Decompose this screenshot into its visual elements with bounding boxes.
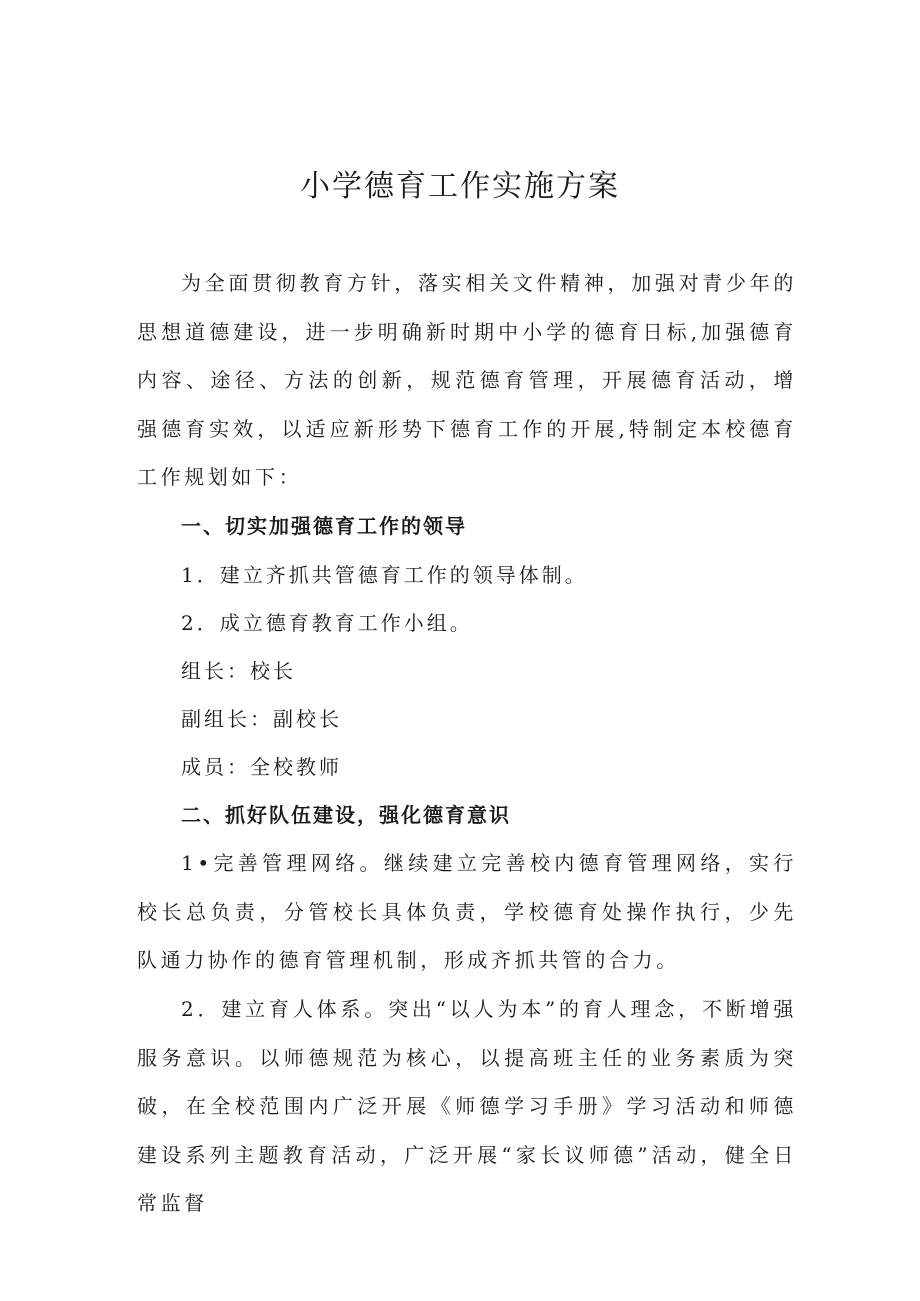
intro-paragraph: 为全面贯彻教育方针，落实相关文件精神，加强对青少年的思想道德建设，进一步明确新时期中小学的德育日标,加强德育内容、途径、方法的创新，规范德育管理，开展德育活动，增强德育实效，以适应新形势下德育工作的开展,特制定本校德育工作规划如下：	[137, 271, 797, 490]
vice-leader-line: 副组长：副校长	[181, 707, 342, 731]
members-line: 成员：全校教师	[181, 755, 342, 779]
document-title: 小学德育工作实施方案	[300, 169, 620, 204]
group-leader-line: 组长：校长	[181, 659, 296, 683]
section-1-item-2: 2．成立德育教育工作小组。	[181, 611, 473, 635]
section-2-item-2: 2．建立育人体系。突出“以人为本”的育人理念，不断增强服务意识。以师德规范为核心，以提高班主任的业务素质为突破，在全校范围内广泛开展《师德学习手册》学习活动和师德建设系列主题教育活动，广泛开展“家长议师德”活动，健全日常监督	[137, 997, 797, 1216]
section-2-item-1: 1•完善管理网络。继续建立完善校内德育管理网络，实行校长总负责，分管校长具体负责，学校德育处操作执行，少先队通力协作的德育管理机制，形成齐抓共管的合力。	[137, 851, 797, 973]
section-2-heading: 二、抓好队伍建设，强化德育意识	[181, 803, 511, 827]
section-1-item-1: 1．建立齐抓共管德育工作的领导体制。	[181, 563, 588, 587]
section-1-heading: 一、切实加强德育工作的领导	[181, 514, 467, 538]
